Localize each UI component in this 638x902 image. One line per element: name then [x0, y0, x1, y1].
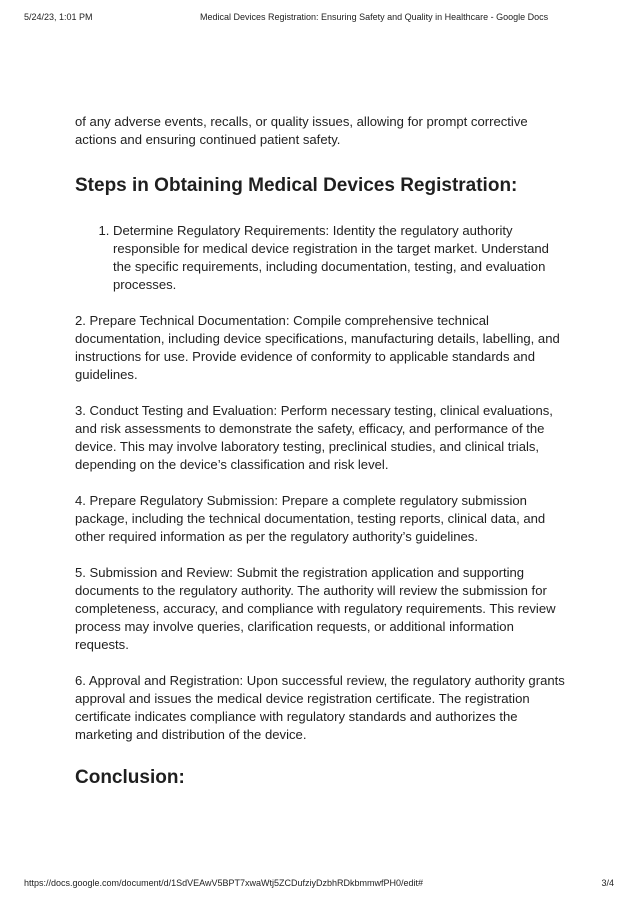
- steps-list: [75, 222, 570, 294]
- list-item: 1. Determine Regulatory Requirements: Identity the regulatory authority responsible for medical device registration in the target market. Understand the specific requirements, including documentation, testing, and evaluation processes.: [113, 222, 570, 294]
- steps-heading: Steps in Obtaining Medical Devices Registration:: [75, 175, 518, 196]
- print-url: https://docs.google.com/document/d/1SdVEAwV5BPT7xwaWtj5ZCDufziyDzbhRDkbmmwfPH0/edit#: [24, 878, 424, 888]
- conclusion-heading: Conclusion:: [75, 767, 185, 788]
- page-number: 3/4: [601, 878, 614, 888]
- step-paragraph: 5. Submission and Review: Submit the registration application and supporting documents to the regulatory authority. The authority will review the submission for completeness, accuracy, and compliance with regulatory requirements. This review process may involve queries, clarification requests, or additional information requests.: [75, 565, 556, 652]
- document-body: [75, 113, 570, 790]
- step-paragraph: 3. Conduct Testing and Evaluation: Perform necessary testing, clinical evaluations, and risk assessments to demonstrate the safety, efficacy, and performance of the device. This may involve laboratory testing, preclinical studies, and clinical trials, depending on the device’s classification and risk level.: [75, 403, 553, 472]
- step-paragraph: 2. Prepare Technical Documentation: Compile comprehensive technical documentation, including device specifications, manufacturing details, labelling, and instructions for use. Provide evidence of conformity to applicable standards and guidelines.: [75, 313, 560, 382]
- step-paragraph: 6. Approval and Registration: Upon successful review, the regulatory authority grants approval and issues the medical device registration certificate. The registration certificate indicates compliance with regulatory standards and authorizes the marketing and distribution of the device.: [75, 673, 565, 742]
- print-document-title: Medical Devices Registration: Ensuring Safety and Quality in Healthcare - Google Docs: [200, 12, 549, 22]
- step-paragraph: 4. Prepare Regulatory Submission: Prepare a complete regulatory submission package, including the technical documentation, testing reports, clinical data, and other required information as per the regulatory authority’s guidelines.: [75, 493, 546, 544]
- print-timestamp: 5/24/23, 1:01 PM: [24, 12, 93, 22]
- intro-paragraph: of any adverse events, recalls, or quality issues, allowing for prompt corrective actions and ensuring continued patient safety.: [75, 114, 528, 147]
